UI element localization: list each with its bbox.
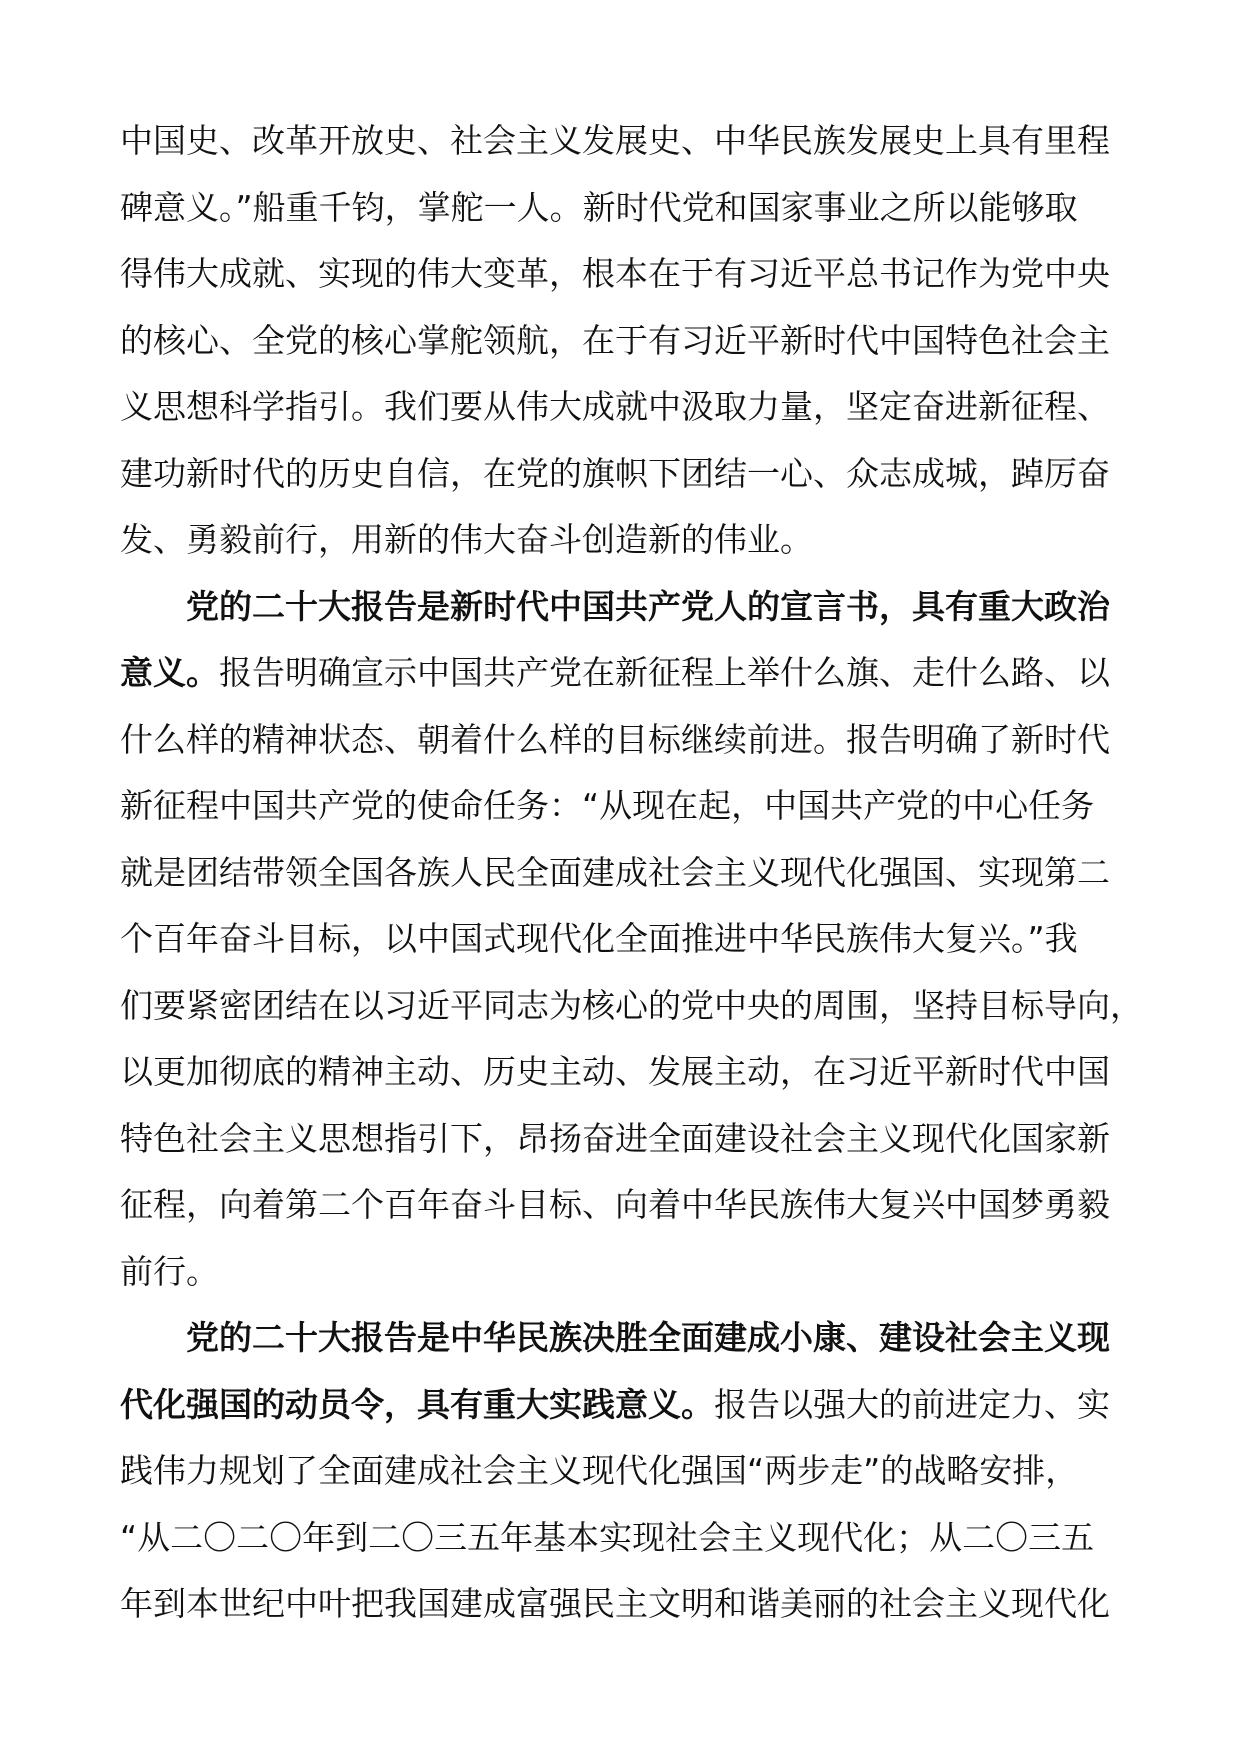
paragraph-heading-line: 党的二十大报告是新时代中国共产党人的宣言书，具有重大政治 [186,586,1110,626]
paragraph-2 [120,574,1143,1306]
text-line: 得伟大成就、实现的伟大变革，根本在于有习近平总书记作为党中央 [120,254,1110,293]
text-line: 践伟力规划了全面建成社会主义现代化强国“两步走”的战略安排， [120,1451,1079,1490]
text-line: 中国史、改革开放史、社会主义发展史、中华民族发展史上具有里程 [120,121,1110,160]
text-line: 个百年奋斗目标，以中国式现代化全面推进中华民族伟大复兴。”我 [120,919,1078,958]
text-line [120,1372,1120,1439]
text-line: 碑意义。”船重千钧，掌舵一人。新时代党和国家事业之所以能够取 [120,187,1078,227]
text-line: 以更加彻底的精神主动、历史主动、发展主动，在习近平新时代中国 [120,1052,1110,1091]
paragraph-heading-end: 代化强国的动员令，具有重大实践意义。 [120,1384,714,1424]
text-line: 特色社会主义思想指引下，昂扬奋进全面建设社会主义现代化国家新 [120,1118,1110,1158]
text-line: 义思想科学指引。我们要从伟大成就中汲取力量，坚定奋进新征程、 [120,387,1110,426]
paragraph-1 [120,108,1120,574]
text-line: 建功新时代的历史自信，在党的旗帜下团结一心、众志成城，踔厉奋 [120,453,1110,493]
text-line: 前行。 [120,1251,219,1291]
document-body [120,108,1143,1638]
text-line: 们要紧密团结在以习近平同志为核心的党中央的周围，坚持目标导向， [120,985,1143,1025]
text-line: “从二〇二〇年到二〇三五年基本实现社会主义现代化；从二〇三五 [120,1517,1095,1557]
paragraph-heading-line: 党的二十大报告是中华民族决胜全面建成小康、建设社会主义现 [186,1318,1110,1357]
text-line: 什么样的精神状态、朝着什么样的目标继续前进。报告明确了新时代 [120,719,1110,759]
text-line: 的核心、全党的核心掌舵领航，在于有习近平新时代中国特色社会主 [120,320,1110,360]
text-run: 报告明确宣示中国共产党在新征程上举什么旗、走什么路、以 [219,653,1110,692]
text-line: 征程，向着第二个百年奋斗目标、向着中华民族伟大复兴中国梦勇毅 [120,1185,1110,1224]
text-line: 发、勇毅前行，用新的伟大奋斗创造新的伟业。 [120,520,813,559]
paragraph-3 [120,1305,1120,1638]
text-line: 就是团结带领全国各族人民全面建成社会主义现代化强国、实现第二 [120,852,1110,892]
text-line: 年到本世纪中叶把我国建成富强民主文明和谐美丽的社会主义现代化 [120,1584,1110,1623]
text-line [120,640,1120,707]
text-line: 新征程中国共产党的使命任务：“从现在起，中国共产党的中心任务 [120,786,1095,825]
text-run: 报告以强大的前进定力、实 [714,1384,1110,1424]
paragraph-heading-end: 意义。 [120,653,219,692]
